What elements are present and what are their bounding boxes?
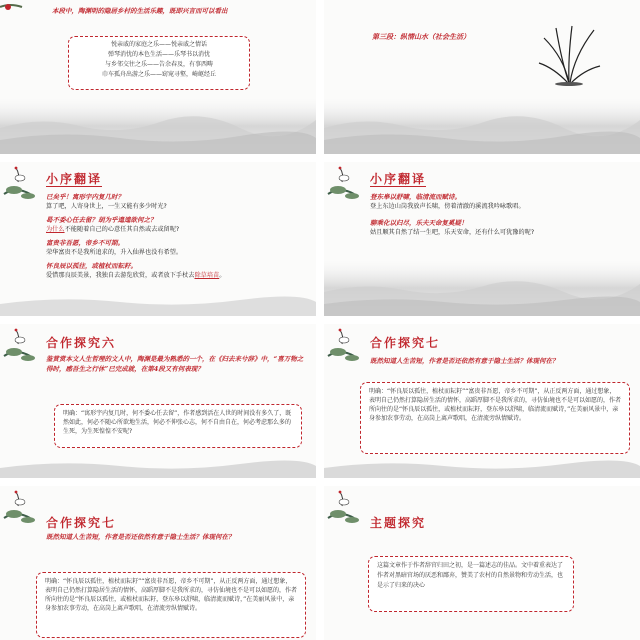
- mountain-mist-icon: [324, 260, 640, 316]
- translation-line: 姑且顺其自然了结一生吧，乐天安命，还有什么可犹豫的呢?: [370, 229, 535, 236]
- crane-pine-icon: [326, 326, 368, 372]
- slide-title: 合作探究七: [46, 516, 117, 530]
- translation-line: 为什么不能随着自己的心意任其自然或去或留呢?: [46, 226, 180, 233]
- question-text: 鉴赏赏本文人生哲理的文人中，陶渊是最为熟悉的一个，在《归去来兮辞》中，“喜万物之得时，感吾生之行休”已完成就，在第4段又有何表现？: [46, 355, 304, 373]
- translation-line: 算了吧，人寄身世上，一生又能有多少时光?: [46, 203, 167, 210]
- crane-pine-icon: [2, 326, 44, 372]
- original-line: 富贵非吾愿，帝乡不可期。: [46, 239, 124, 247]
- box-line: 弹琴消忧的本色生活——乐琴书以消忧: [107, 51, 210, 58]
- slide-4[interactable]: [324, 162, 640, 316]
- title-underline: [370, 186, 426, 187]
- mountain-mist-icon: [0, 290, 316, 316]
- slide-title: 小序翻译: [370, 172, 427, 186]
- crane-pine-icon: [2, 164, 44, 210]
- slide-title: 合作探究六: [46, 336, 117, 350]
- mountain-mist-icon: [324, 456, 640, 478]
- slide1-intro: 本段中，陶渊明的隐居乡村的生活乐趣，既即兴言而可以看出: [52, 7, 228, 15]
- slide-7[interactable]: [0, 486, 316, 640]
- translation-list: [46, 192, 306, 281]
- translation-line: 登上东边山岗我放声长啸，傍着清澈的溪流我吟咏歌唱。: [370, 203, 525, 210]
- slide-2[interactable]: [324, 0, 640, 154]
- box-line: 巾车孤舟出游之乐——窈窕寻壑，崎岖经丘: [101, 71, 216, 78]
- box-line: 与乡邻交往之乐——告余春及，有事西畴: [104, 61, 213, 68]
- original-line: 怀良辰以孤往，或植杖而耘耔。: [46, 262, 137, 270]
- crane-pine-icon: [326, 488, 368, 534]
- answer-box: 明确：“怀良辰以孤往，植杖而耘耔”“富贵非吾愿，帝乡不可期”，从正反两方面，通过想象，表明自己仍然打算隐居生活的情怀，高蹈厚脚不是我所求的，寻仿仙境也不是可以如愿的，作者所向往的是“怀良辰以孤往，或植杖而耘耔，登东皋以舒啸，临清流而赋诗，”在美丽风景中，亲身参加农事劳动，在高岗上离声歌唱，在清流旁纵情赋诗。: [36, 572, 306, 638]
- answer-box: 明确：“寓形宇内复几时，何不委心任去留”，作者感到活在人世的时间没有多久了，既然如此，何必不随心所欲地生活，何必不伸张心志，何不自由自在，何必考虑那么多的生死，为生死惶惶不安呢?: [54, 404, 302, 448]
- original-line: 已矣乎！寓形宇内复几时？: [46, 193, 124, 201]
- original-line: 曷不委心任去留？胡为乎遑遑欲何之？: [46, 216, 157, 224]
- slide-8[interactable]: [324, 486, 640, 640]
- answer-box: 这篇文章作于作者辞官归田之初，是一篇述志的佳品。文中着重表达了作者对黑暗官场的厌恶和鄙弃，赞美了农村的自然景物和劳动生活，也是示了归来的决心: [368, 556, 574, 612]
- answer-box: 明确：“怀良辰以孤往，植杖而耘耔”“富贵非吾愿，帝乡不可期”，从正反两方面，通过想象，表明自己仍然打算隐居生活的情怀，高蹈厚脚不是我所求的，寻仿仙境也不是可以如愿的，作者所向往的是“怀良辰以孤往，或植杖而耘耔，登东皋以舒啸，临清流而赋诗，”在美丽风景中，亲身参加农事劳动，在高岗上离声歌唱，在清流旁纵情赋诗。: [360, 382, 630, 454]
- original-line: 登东皋以舒啸，临清流而赋诗。: [370, 193, 461, 201]
- title-underline: [46, 186, 102, 187]
- box-line: 悦亲戚的家庭之乐——悦亲戚之情话: [110, 41, 207, 48]
- crane-pine-icon: [326, 164, 368, 210]
- corner-branch-icon: [0, 0, 24, 14]
- slide-5[interactable]: [0, 324, 316, 478]
- slide-6[interactable]: [324, 324, 640, 478]
- mountain-mist-icon: [0, 98, 316, 154]
- translation-line: 荣华富贵不是我所追求的，升入仙界也没有希望。: [46, 249, 183, 256]
- section-title: 第三段：纵情山水（社会生活）: [372, 32, 470, 41]
- mountain-mist-icon: [324, 98, 640, 154]
- crane-pine-icon: [2, 488, 44, 534]
- slide1-box: [68, 36, 250, 90]
- question-text: 既然知道人生苦短，作者是否还依然有意于隐士生活？体现何在？: [370, 357, 559, 365]
- slide-title: 主题探究: [370, 516, 427, 530]
- slide-title: 合作探究七: [370, 336, 441, 350]
- slide-1[interactable]: [0, 0, 316, 154]
- translation-list: [370, 192, 630, 238]
- original-line: 聊乘化以归尽，乐夫天命复奚疑！: [370, 219, 468, 227]
- mountain-mist-icon: [0, 456, 316, 478]
- slide-3[interactable]: [0, 162, 316, 316]
- question-text: 既然知道人生苦短，作者是否还依然有意于隐士生活？体现何在？: [46, 533, 235, 541]
- slide-title: 小序翻译: [46, 172, 103, 186]
- translation-line: 爱惜那良辰美景，我独自去游览欣赏，或者放下手杖去除草培苗。: [46, 272, 226, 279]
- orchid-icon: [534, 18, 604, 88]
